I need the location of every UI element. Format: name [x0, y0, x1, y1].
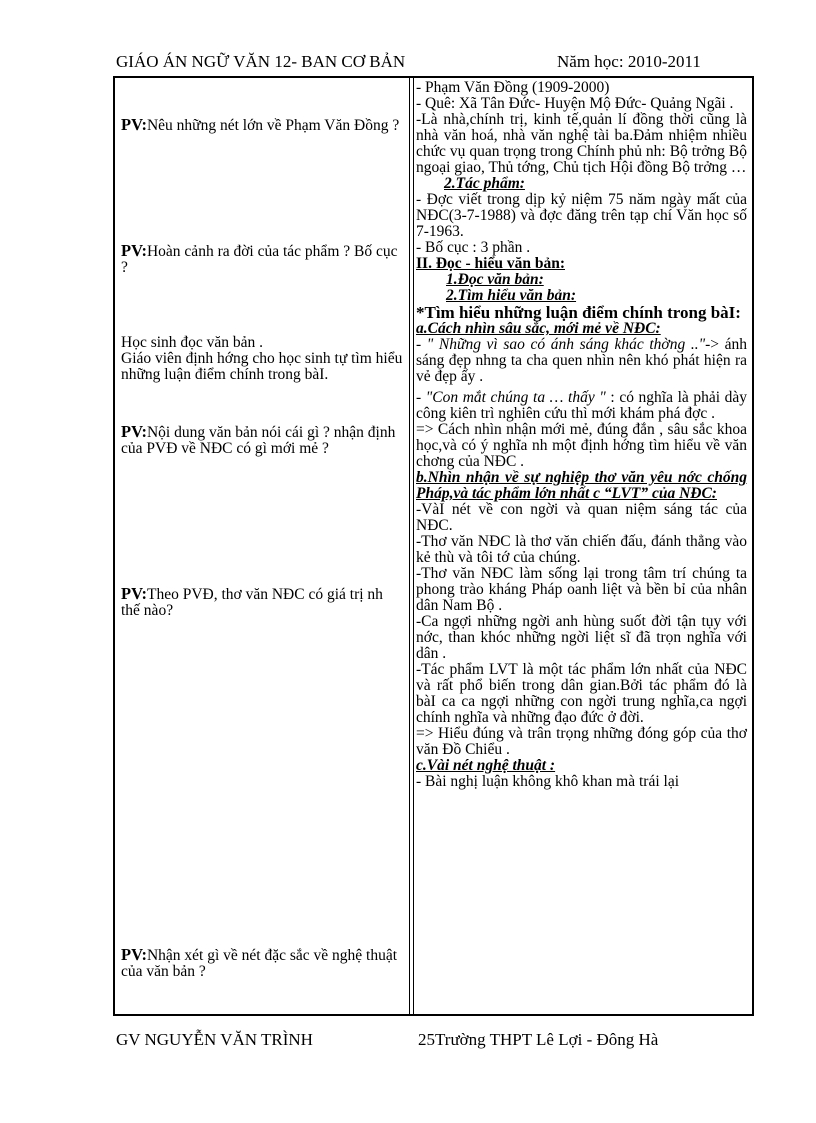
footer-teacher: GV NGUYỄN VĂN TRÌNH: [116, 1030, 313, 1049]
point-a-quote-1: [416, 337, 747, 385]
column-divider-inner: [413, 78, 414, 1014]
point-a-quote-2: [416, 390, 747, 422]
author-name-line: - Phạm Văn Đồng (1909-2000): [416, 79, 610, 96]
point-b-line-2: -Thơ văn NĐC là thơ văn chiến đấu, đánh thẳng vào kẻ thù và tôi tớ của chúng.: [416, 533, 747, 566]
question-label: PV:: [121, 241, 147, 260]
work-context: - Đợc viết trong dịp kỷ niệm 75 năm ngày mất của NĐC(3-7-1988) và đợc đăng trên tạp chí Văn học số 7-1963.: [416, 191, 747, 240]
question-label: PV:: [121, 945, 147, 964]
question-label: PV:: [121, 584, 147, 603]
point-b-conclusion: => Hiểu đúng và trân trọng những đóng góp của thơ văn Đồ Chiểu .: [416, 725, 747, 758]
author-hometown: - Quê: Xã Tân Đức- Huyện Mộ Đức- Quảng Ngãi .: [416, 95, 734, 112]
point-b-line-5: -Tác phẩm LVT là một tác phẩm lớn nhất của NĐC và rất phổ biến trong dân gian.Bởi tác phẩm đó là bàI ca ca ngợi những con ngời trung nghĩa,ca ngợi chính nghĩa và những đạo đức ở đời.: [416, 661, 747, 726]
header-title: GIÁO ÁN NGỮ VĂN 12- BAN CƠ BẢN: [116, 52, 406, 71]
quote-text: - " Những vì sao có ánh sáng khác thờng ..": [416, 336, 706, 353]
question-label: PV:: [121, 115, 147, 134]
point-c-line-1: - Bài nghị luận không khô khan mà trái lại: [416, 773, 680, 790]
footer-page-school: 25Trường THPT Lê Lợi - Đông Hà: [418, 1030, 659, 1049]
quote-comment: : có nghĩa là phải dày công kiên trì nghiên cứu thì mới khám phá đợc .: [416, 389, 748, 422]
main-points-heading: *Tìm hiểu những luận điểm chính trong bàI:: [416, 303, 741, 322]
question-4: [121, 586, 403, 619]
question-2: [121, 243, 403, 276]
question-5: [121, 947, 403, 980]
subheading-read: 1.Đọc văn bản:: [446, 271, 544, 288]
question-text: Nêu những nét lớn về Phạm Văn Đồng ?: [146, 117, 400, 134]
question-text: Theo PVĐ, thơ văn NĐC có giá trị nh thế nào?: [121, 586, 383, 619]
author-career: -Là nhà,chính trị, kinh tế,quản lí đồng thời cũng là nhà văn hoá, nhà văn nghệ tài ba.Đảm nhiệm nhiều chức vụ quan trọng trong Chính phủ nh: Bộ trởng Bộ ngoại giao, Thủ tớng, Chủ tịch Hội đồng Bộ trởng …: [416, 111, 747, 176]
point-b-line-4: -Ca ngợi những ngời anh hùng suốt đời tận tụy với nớc, than khóc những ngời liệt sĩ đã trọn nghĩa với dân .: [416, 613, 747, 662]
point-b-heading: b.Nhìn nhận về sự nghiệp thơ văn yêu nớc chống Pháp,và tác phẩm lớn nhất c “LVT” của NĐC:: [416, 469, 747, 502]
point-c-heading: c.Vài nét nghệ thuật :: [416, 757, 556, 774]
activity-line: Giáo viên định hớng cho học sinh tự tìm hiểu những luận điểm chính trong bàI.: [121, 350, 403, 383]
point-b-line-1: -VàI nét về con ngời và quan niệm sáng tác của NĐC.: [416, 501, 747, 534]
section-heading-work: 2.Tác phẩm:: [444, 175, 525, 192]
question-text: Nội dung văn bản nói cái gì ? nhận định của PVĐ về NĐC có gì mới mẻ ?: [121, 424, 396, 457]
quote-comment: -> ánh sáng đẹp nhng ta cha quen nhìn nên khó phát hiện ra vẻ đẹp ấy .: [416, 336, 747, 385]
section-heading-reading: II. Đọc - hiểu văn bản:: [416, 255, 565, 272]
question-3: [121, 424, 403, 457]
quote-text: - "Con mắt chúng ta … thấy ": [416, 389, 606, 406]
page-header: [116, 52, 716, 76]
point-b-line-3: -Thơ văn NĐC làm sống lại trong tâm trí chúng ta phong trào kháng Pháp oanh liệt và bền bỉ của nhân dân Nam Bộ .: [416, 565, 747, 614]
question-text: Hoàn cảnh ra đời của tác phẩm ? Bố cục ?: [121, 243, 398, 276]
point-a-conclusion: => Cách nhìn nhận mới mẻ, đúng đắn , sâu sắc khoa học,và có ý nghĩa nh một định hớng tìm hiểu về văn chơng của NĐC .: [416, 421, 747, 470]
question-1: [121, 117, 403, 134]
column-divider: [409, 78, 410, 1014]
reading-activity: [121, 335, 403, 383]
question-text: Nhận xét gì về nét đặc sắc về nghệ thuật của văn bản ?: [121, 947, 398, 980]
header-school-year: Năm học: 2010-2011: [557, 52, 701, 71]
question-label: PV:: [121, 422, 147, 441]
lesson-table: [113, 76, 754, 1016]
work-structure: - Bố cục : 3 phần .: [416, 239, 531, 256]
content-column: [416, 80, 747, 790]
subheading-analyze: 2.Tìm hiểu văn bản:: [446, 287, 577, 304]
activity-line: Học sinh đọc văn bản .: [121, 334, 264, 351]
point-a-heading: a.Cách nhìn sâu sắc, mới mẻ về NĐC:: [416, 320, 661, 337]
